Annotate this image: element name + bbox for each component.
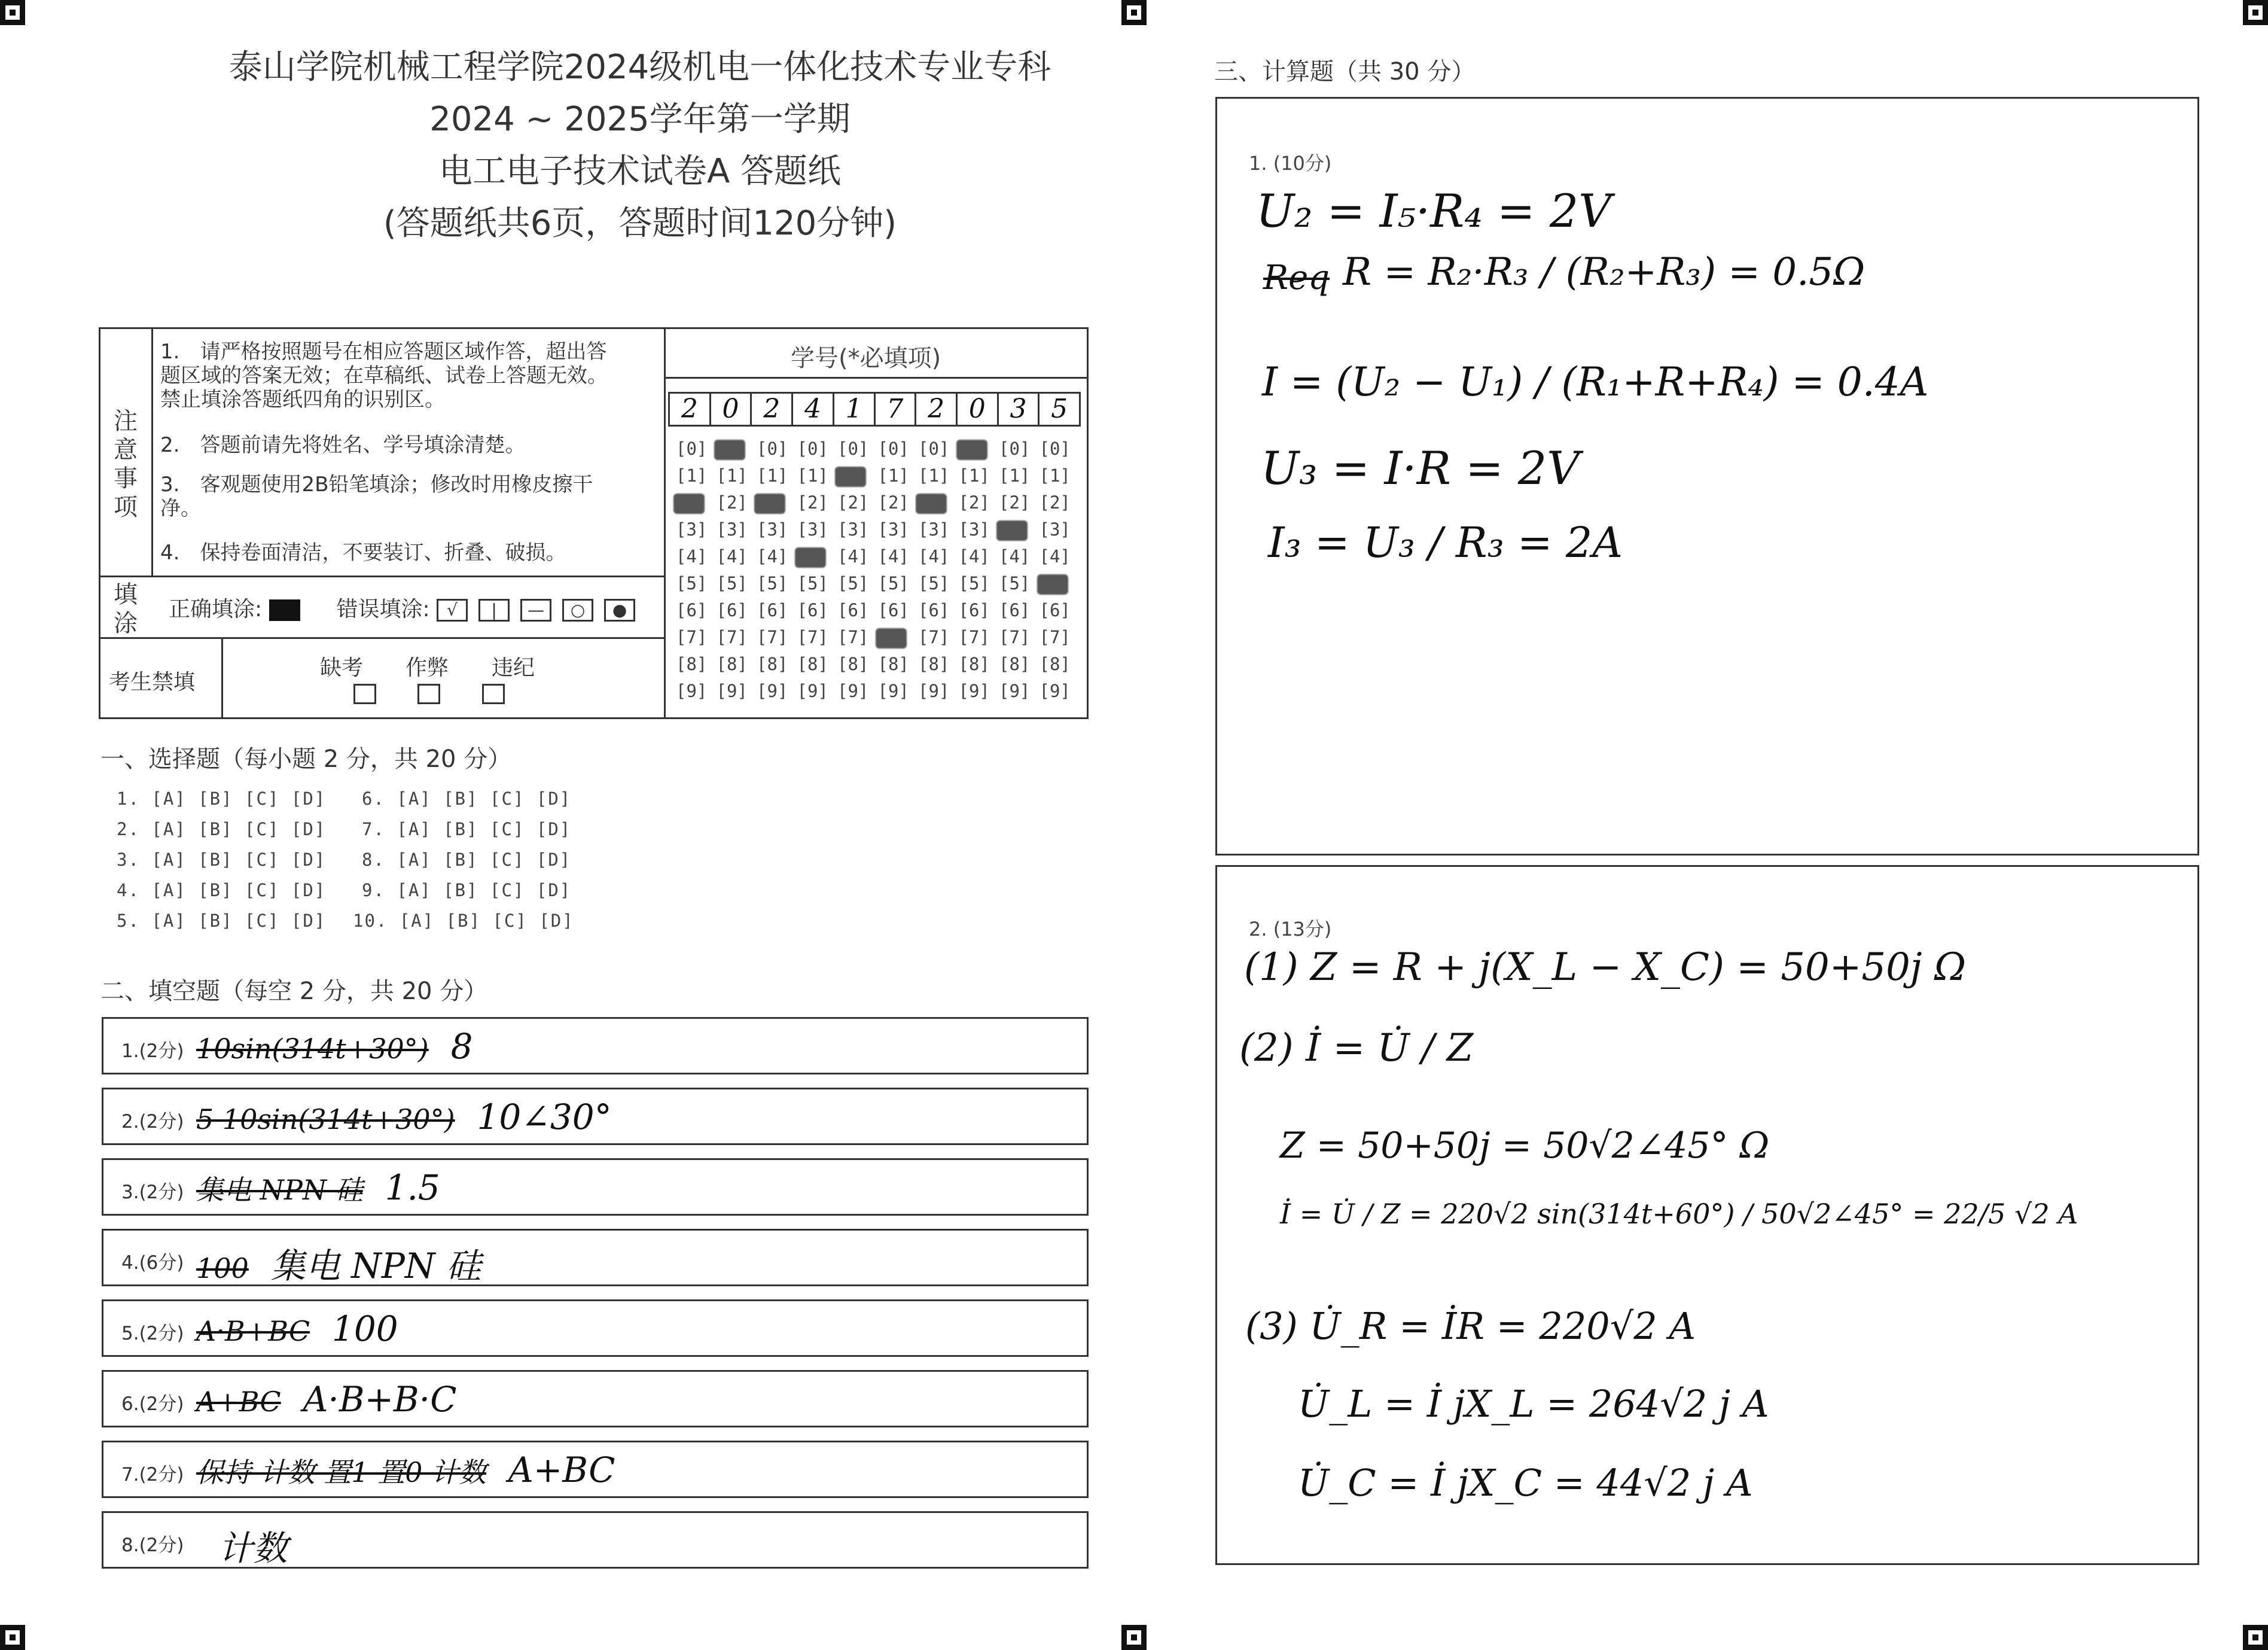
student-id-digit: 3 (999, 394, 1040, 425)
correct-fill-sample (269, 599, 300, 621)
student-id-bubble[interactable]: [8] (958, 654, 990, 674)
notice-item-1: 1. 请严格按照题号在相应答题区域作答，超出答题区域的答案无效；在草稿纸、试卷上答题无效。禁止填涂答题纸四角的识别区。 (160, 340, 608, 412)
student-id-bubble[interactable]: [2] (958, 492, 990, 513)
fill-final-answer: 8 (450, 1026, 473, 1067)
student-id-digit: 1 (834, 394, 876, 425)
student-id-bubble[interactable] (1040, 573, 1071, 593)
student-id-bubble[interactable] (676, 492, 707, 513)
student-id-bubble[interactable]: [9] (958, 681, 990, 701)
fill-answer-box[interactable] (102, 1158, 1089, 1216)
student-id-digit: 2 (670, 394, 711, 425)
forbidden-violation-label: 违纪 (492, 656, 535, 680)
notice-item-4: 4. 保持卷面清洁，不要装订、折叠、破损。 (160, 541, 566, 565)
student-id-bubble[interactable]: [2] (797, 492, 828, 513)
student-id-digit: 0 (711, 394, 752, 425)
wrong-fill-label: 错误填涂: (336, 597, 430, 622)
fill-answer-box[interactable] (102, 1299, 1089, 1357)
student-id-bubble[interactable]: [3] (918, 519, 950, 540)
mc-question-row[interactable]: 5. [A] [B] [C] [D] (117, 911, 327, 931)
fill-crossed-out-text: 5 10sin(314t+30°) (196, 1103, 455, 1135)
calc-q2-line: U̇_L = İ jX_L = 264√2 j A (1298, 1382, 1769, 1426)
student-id-bubble[interactable]: [8] (999, 654, 1031, 674)
student-id-bubble[interactable]: [3] (676, 519, 708, 540)
fill-question-number: 1.(2分) (121, 1040, 184, 1062)
student-id-boxes (668, 392, 1081, 427)
student-id-bubble[interactable]: [6] (999, 600, 1031, 620)
fill-handwritten-answer (196, 1238, 481, 1288)
fill-question-number: 2.(2分) (121, 1111, 184, 1133)
correct-fill-label: 正确填涂: (169, 597, 263, 622)
fill-handwritten-answer (196, 1097, 612, 1137)
student-id-bubble[interactable]: [0] (757, 439, 788, 459)
fill-crossed-out-text: 集电 NPN 硅 (196, 1174, 363, 1206)
fill-handwritten-answer (196, 1520, 288, 1570)
corner-marker-bottom-left (0, 1625, 25, 1650)
student-id-bubble[interactable]: [7] (918, 627, 950, 647)
student-id-bubble[interactable]: [6] (958, 600, 990, 620)
student-id-bubble[interactable] (918, 492, 949, 513)
fill-question-number: 3.(2分) (121, 1182, 184, 1203)
fill-question-number: 6.(2分) (121, 1393, 184, 1415)
fill-handwritten-answer (196, 1450, 615, 1490)
student-id-bubble[interactable]: [5] (877, 573, 909, 593)
corner-marker-bottom-right (2243, 1625, 2268, 1650)
calc-q2-line: U̇_C = İ jX_C = 44√2 j A (1298, 1461, 1753, 1505)
fill-answer-box[interactable] (102, 1370, 1089, 1427)
student-id-bubble[interactable]: [5] (999, 573, 1031, 593)
student-id-digit: 4 (793, 394, 834, 425)
fill-final-answer: 10∠30° (477, 1097, 612, 1137)
student-id-bubble[interactable]: [6] (1039, 600, 1071, 620)
student-id-bubble[interactable]: [3] (958, 519, 990, 540)
fill-question-number: 5.(2分) (121, 1323, 184, 1344)
student-id-bubble[interactable]: [1] (1039, 465, 1071, 486)
fill-crossed-out-text: A+BC (196, 1386, 281, 1418)
fill-final-answer: 集电 NPN 硅 (270, 1246, 481, 1286)
student-id-bubble[interactable]: [8] (797, 654, 828, 674)
wrong-fill-circle: ○ (562, 599, 593, 622)
student-id-bubble[interactable] (959, 439, 990, 459)
student-id-bubble[interactable]: [8] (676, 654, 708, 674)
calc-q1-number: 1. (10分) (1249, 152, 1332, 175)
mc-question-row[interactable]: 6. [A] [B] [C] [D] (362, 789, 572, 809)
calc-q2-line: Z = 50+50j = 50√2∠45° Ω (1280, 1125, 1770, 1167)
student-id-bubble[interactable]: [6] (837, 600, 869, 620)
student-id-bubble[interactable]: [5] (837, 573, 869, 593)
student-id-bubble[interactable]: [1] (877, 465, 909, 486)
fill-answer-box[interactable] (102, 1017, 1089, 1074)
mc-question-row[interactable]: 8. [A] [B] [C] [D] (362, 850, 572, 870)
student-id-bubble[interactable]: [3] (837, 519, 869, 540)
header-title-line3: 电工电子技术试卷A 答题纸 (438, 152, 842, 191)
student-id-bubble[interactable]: [1] (918, 465, 950, 486)
calc-q1-line: I₃ = U₃ / R₃ = 2A (1268, 518, 1623, 567)
wrong-fill-bar: | (478, 599, 510, 622)
student-id-label: 学号(*必填项) (791, 345, 941, 372)
student-id-bubble[interactable]: [5] (958, 573, 990, 593)
header-title-line2: 2024 ~ 2025学年第一学期 (429, 100, 850, 139)
student-id-bubble[interactable]: [8] (1039, 654, 1071, 674)
student-id-bubble[interactable]: [3] (797, 519, 828, 540)
student-id-bubble[interactable]: [6] (716, 600, 748, 620)
calc-q1-crossed: Req (1263, 258, 1330, 297)
fill-answer-box[interactable] (102, 1441, 1089, 1498)
calc-q1-line: U₂ = I₅·R₄ = 2V (1256, 184, 1612, 238)
student-id-bubble[interactable] (717, 439, 748, 459)
student-id-bubble[interactable]: [9] (837, 681, 869, 701)
calc-q2-line: (3) U̇_R = İR = 220√2 A (1245, 1304, 1696, 1348)
corner-marker-top-left (0, 0, 25, 25)
student-id-bubble[interactable]: [1] (676, 465, 708, 486)
student-id-bubble[interactable]: [4] (676, 546, 708, 567)
student-id-bubble[interactable]: [2] (999, 492, 1031, 513)
student-id-bubble[interactable] (878, 627, 909, 647)
student-id-bubble[interactable]: [0] (676, 439, 708, 459)
calc-q2-line: (1) Z = R + j(X_L − X_C) = 50+50j Ω (1244, 945, 1967, 990)
violation-checkbox[interactable] (482, 684, 505, 704)
student-id-bubble[interactable]: [2] (716, 492, 748, 513)
student-id-bubble[interactable]: [0] (999, 439, 1031, 459)
student-id-digit: 2 (752, 394, 793, 425)
student-id-bubble[interactable]: [8] (837, 654, 869, 674)
notice-item-2: 2. 答题前请先将姓名、学号填涂清楚。 (160, 433, 526, 457)
corner-marker-top-center (1121, 0, 1147, 25)
student-id-bubble[interactable]: [7] (837, 627, 869, 647)
header-title-line4: (答题纸共6页，答题时间120分钟) (383, 204, 897, 243)
student-id-bubble[interactable]: [6] (877, 600, 909, 620)
mc-question-row[interactable]: 9. [A] [B] [C] [D] (362, 880, 572, 900)
mc-question-row[interactable]: 10. [A] [B] [C] [D] (353, 911, 574, 931)
student-id-bubble[interactable]: [2] (1039, 492, 1071, 513)
student-id-bubble[interactable]: [6] (676, 600, 708, 620)
mc-question-row[interactable]: 4. [A] [B] [C] [D] (117, 880, 327, 900)
fill-crossed-out-text: A·B+BC (196, 1315, 310, 1347)
corner-marker-top-right (2243, 0, 2268, 25)
student-id-bubble[interactable]: [8] (757, 654, 788, 674)
student-id-bubble[interactable]: [5] (716, 573, 748, 593)
student-id-bubble[interactable]: [6] (797, 600, 828, 620)
student-id-bubble[interactable]: [7] (676, 627, 708, 647)
fill-final-answer: 100 (331, 1308, 398, 1349)
calc-q1-line: R = R₂·R₃ / (R₂+R₃) = 0.5Ω (1343, 250, 1865, 294)
student-id-bubble[interactable]: [4] (918, 546, 950, 567)
forbidden-label: 考生禁填 (109, 670, 196, 695)
mc-question-row[interactable]: 1. [A] [B] [C] [D] (117, 789, 327, 809)
mc-question-row[interactable]: 7. [A] [B] [C] [D] (362, 819, 572, 839)
student-id-bubble[interactable] (757, 492, 788, 513)
student-id-bubble[interactable]: [7] (1039, 627, 1071, 647)
fill-examples (169, 592, 646, 623)
fill-final-answer: 1.5 (385, 1167, 440, 1208)
student-id-bubble[interactable]: [3] (716, 519, 748, 540)
notice-label: 注意事项 (114, 407, 138, 521)
student-id-bubble[interactable]: [9] (757, 681, 788, 701)
fill-handwritten-answer (196, 1308, 398, 1349)
student-id-bubble[interactable]: [6] (757, 600, 788, 620)
student-id-bubble[interactable]: [4] (757, 546, 788, 567)
student-id-bubble[interactable]: [7] (757, 627, 788, 647)
student-id-bubble[interactable]: [9] (877, 681, 909, 701)
header-title-line1: 泰山学院机械工程学院2024级机电一体化技术专业专科 (228, 48, 1051, 87)
student-id-bubble[interactable]: [9] (676, 681, 708, 701)
student-id-bubble[interactable] (797, 546, 828, 567)
fill-question-number: 7.(2分) (121, 1464, 184, 1485)
student-id-bubble[interactable]: [2] (837, 492, 869, 513)
student-id-bubble[interactable]: [0] (877, 439, 909, 459)
absent-checkbox[interactable] (353, 684, 376, 704)
student-id-bubble[interactable]: [4] (716, 546, 748, 567)
student-id-bubble[interactable]: [5] (757, 573, 788, 593)
fill-final-answer: 计数 (218, 1528, 288, 1569)
student-id-bubble[interactable]: [6] (918, 600, 950, 620)
fill-method-label: 填涂 (114, 581, 138, 637)
mc-question-row[interactable]: 2. [A] [B] [C] [D] (117, 819, 327, 839)
student-id-bubble[interactable]: [1] (797, 465, 828, 486)
student-id-bubble[interactable]: [3] (1039, 519, 1071, 540)
student-id-digit: 0 (958, 394, 999, 425)
fill-handwritten-answer (196, 1167, 440, 1208)
student-id-bubble[interactable]: [3] (877, 519, 909, 540)
student-id-bubble[interactable]: [5] (676, 573, 708, 593)
calc-q1-line: U₃ = I·R = 2V (1261, 442, 1580, 495)
section3-title: 三、计算题（共 30 分） (1214, 58, 1476, 86)
fill-question-number: 8.(2分) (121, 1535, 184, 1556)
forbidden-cheat-label: 作弊 (406, 656, 449, 680)
fill-crossed-out-text: 保持 计数 置1 置0 计数 (196, 1456, 487, 1488)
fill-final-answer: A·B+B·C (303, 1379, 457, 1420)
student-id-bubble[interactable]: [7] (958, 627, 990, 647)
calc-q2-line: (2) İ = U̇ / Z (1239, 1026, 1474, 1070)
student-id-bubble[interactable]: [3] (757, 519, 788, 540)
student-id-bubble[interactable]: [4] (958, 546, 990, 567)
calc-q2-number: 2. (13分) (1249, 918, 1332, 940)
student-id-bubble[interactable]: [1] (958, 465, 990, 486)
fill-handwritten-answer (196, 1379, 456, 1420)
student-id-bubble[interactable]: [4] (877, 546, 909, 567)
student-id-bubble[interactable]: [0] (1039, 439, 1071, 459)
fill-crossed-out-text: 10sin(314t+30°) (196, 1033, 429, 1065)
student-id-bubble[interactable]: [7] (716, 627, 748, 647)
forbidden-absent-label: 缺考 (320, 656, 364, 680)
student-id-bubble[interactable]: [9] (918, 681, 950, 701)
student-id-bubble[interactable]: [9] (999, 681, 1031, 701)
student-id-bubble[interactable]: [8] (918, 654, 950, 674)
student-id-bubble[interactable]: [2] (877, 492, 909, 513)
student-id-digit: 7 (876, 394, 917, 425)
student-id-bubble[interactable]: [1] (716, 465, 748, 486)
wrong-fill-dot: ● (604, 599, 635, 622)
fill-handwritten-answer (196, 1026, 473, 1067)
student-id-bubble[interactable]: [5] (918, 573, 950, 593)
fill-final-answer: A+BC (508, 1450, 615, 1490)
student-id-bubble[interactable]: [8] (877, 654, 909, 674)
fill-answer-box[interactable] (102, 1511, 1089, 1569)
corner-marker-bottom-center (1121, 1625, 1147, 1650)
student-id-bubble[interactable]: [4] (999, 546, 1031, 567)
cheat-checkbox[interactable] (417, 684, 440, 704)
student-id-bubble[interactable]: [4] (837, 546, 869, 567)
wrong-fill-check: √ (437, 599, 468, 622)
student-id-bubble[interactable]: [1] (757, 465, 788, 486)
student-id-digit: 5 (1051, 394, 1068, 424)
student-id-bubble[interactable]: [9] (797, 681, 828, 701)
fill-question-number: 4.(6分) (121, 1252, 184, 1274)
fill-answer-box[interactable] (102, 1229, 1089, 1286)
student-id-bubble[interactable]: [9] (716, 681, 748, 701)
fill-answer-box[interactable] (102, 1088, 1089, 1145)
student-id-bubble[interactable]: [0] (918, 439, 950, 459)
mc-question-row[interactable]: 3. [A] [B] [C] [D] (117, 850, 327, 870)
fill-crossed-out-text: 100 (196, 1252, 249, 1284)
notice-item-3: 3. 客观题使用2B铅笔填涂；修改时用橡皮擦干净。 (160, 473, 593, 520)
wrong-fill-dash: — (520, 599, 551, 622)
student-id-bubble[interactable]: [0] (837, 439, 869, 459)
section2-title: 二、填空题（每空 2 分，共 20 分） (100, 978, 488, 1005)
student-id-bubble[interactable]: [0] (797, 439, 828, 459)
student-id-bubble[interactable]: [7] (797, 627, 828, 647)
student-id-bubble[interactable] (999, 519, 1030, 540)
student-id-bubble[interactable]: [1] (999, 465, 1031, 486)
student-id-bubble[interactable]: [4] (1039, 546, 1071, 567)
student-id-digit: 2 (916, 394, 958, 425)
calc-q2-line: İ = U̇ / Z = 220√2 sin(314t+60°) / 50√2∠45° = 22/5 √2 A (1280, 1198, 2078, 1230)
student-id-bubble[interactable] (837, 465, 868, 486)
student-id-bubble[interactable]: [5] (797, 573, 828, 593)
student-id-bubble[interactable]: [7] (999, 627, 1031, 647)
student-id-bubble[interactable]: [8] (716, 654, 748, 674)
section1-title: 一、选择题（每小题 2 分，共 20 分） (100, 745, 512, 773)
calc-q1-line: I = (U₂ − U₁) / (R₁+R+R₄) = 0.4A (1262, 359, 1929, 405)
student-id-bubble[interactable]: [9] (1039, 681, 1071, 701)
